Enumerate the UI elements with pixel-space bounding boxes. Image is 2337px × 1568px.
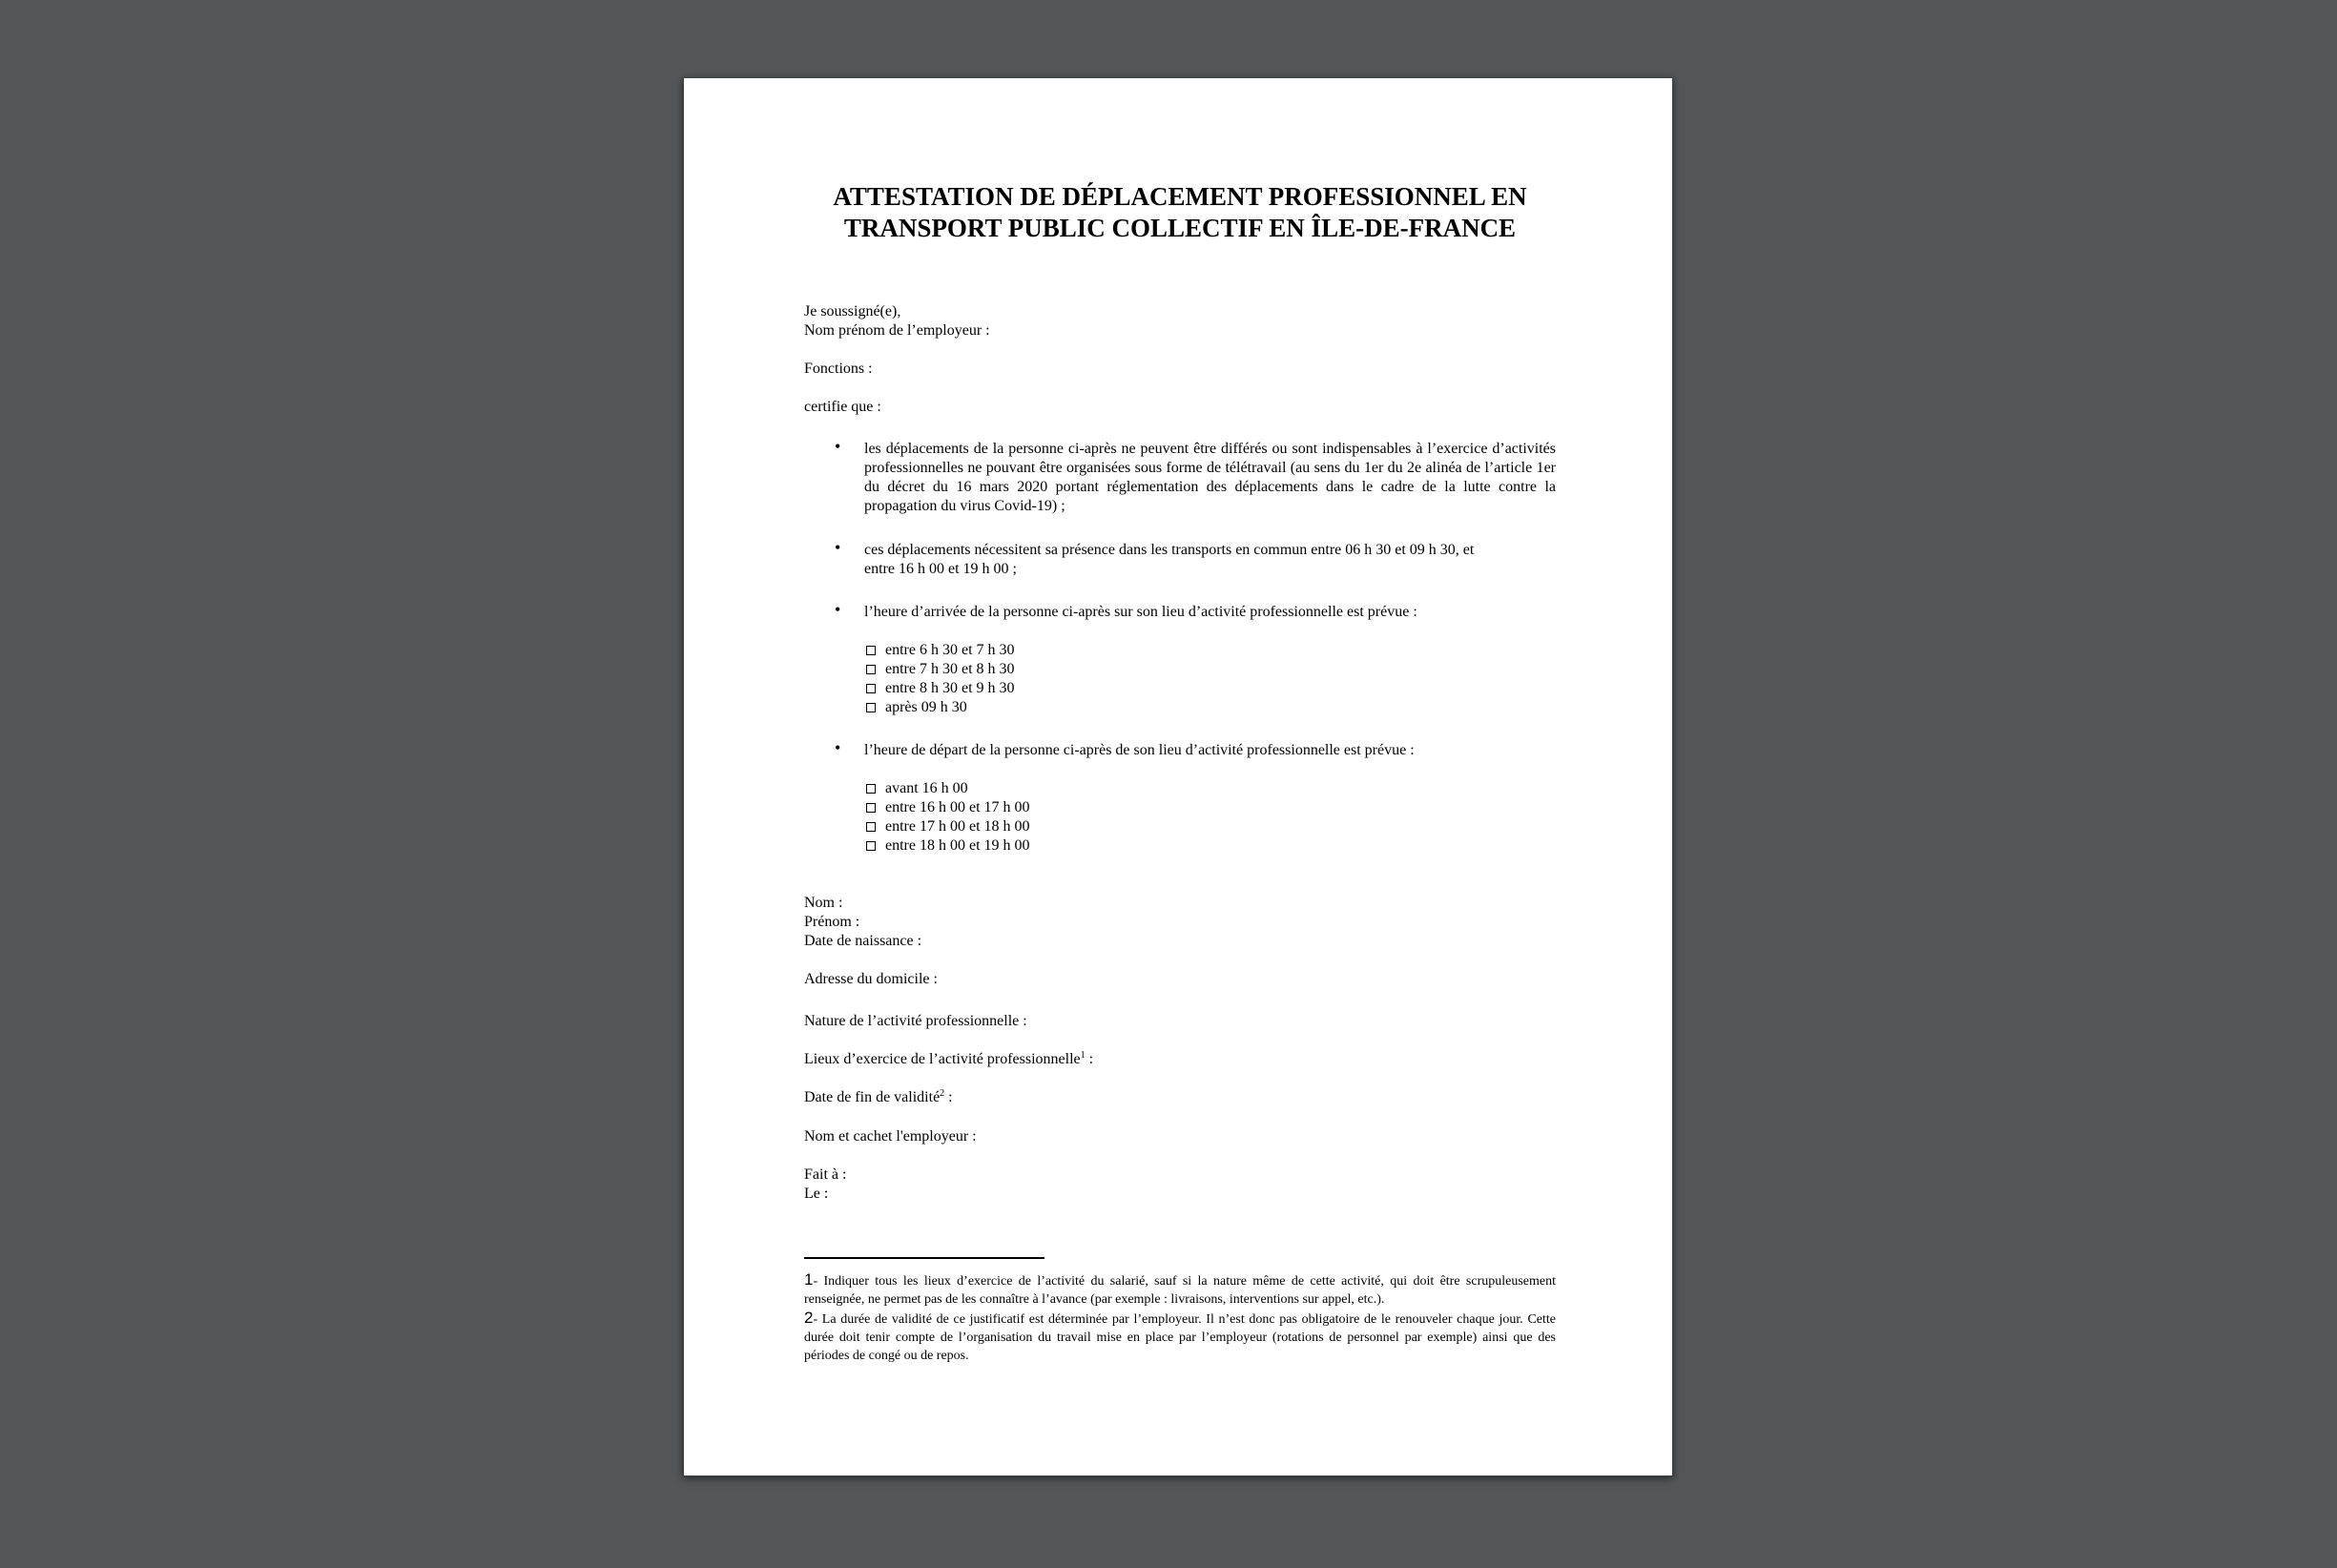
activity-field: Nature de l’activité professionnelle : [804, 1013, 1027, 1029]
made-at-field: Fait à : [804, 1166, 847, 1183]
bullet-icon: • [835, 738, 841, 757]
places-field: Lieux d’exercice de l’activité professionnelle$^1$ : [804, 1050, 1094, 1067]
validity-field: Date de fin de validité$^2$ : [804, 1088, 953, 1105]
title-line-1: ATTESTATION DE DÉPLACEMENT PROFESSIONNEL EN [833, 182, 1527, 211]
date-field: Le : [804, 1186, 829, 1202]
footnote-ref-2: 2 [940, 1088, 945, 1099]
arrival-option[interactable]: après 09 h 30 [864, 698, 1556, 717]
checkbox-icon[interactable] [866, 784, 876, 794]
bullet-item [804, 738, 1556, 760]
bullet-text: les déplacements de la personne ci-après ne peuvent être différés ou sont indispensables à l’exercice d’activités professionnelles ne pouvant être organisées sous forme de télétravail (au sens du 1er du 2e alinéa de l’article 1er du décret du 16 mars 2020 portant réglementation des déplacements dans le cadre de la lutte contre la propagation du virus Covid-19) ; [864, 441, 1556, 514]
arrival-option[interactable]: entre 6 h 30 et 7 h 30 [864, 641, 1556, 660]
bullet-icon: • [835, 437, 841, 456]
departure-options [804, 779, 1556, 856]
certifies-text: certifie que : [804, 399, 881, 415]
bullet-text-line: ces déplacements nécessitent sa présence dans les transports en commun entre 06 h 30 et 09 h 30, et [864, 542, 1475, 558]
nom-field: Nom : [804, 895, 843, 911]
employer-name-field: Nom prénom de l’employeur : [804, 322, 990, 339]
stamp-field: Nom et cachet l'employeur : [804, 1128, 977, 1145]
functions-field: Fonctions : [804, 361, 873, 377]
arrival-option[interactable]: entre 8 h 30 et 9 h 30 [864, 679, 1556, 698]
bullet-item [804, 600, 1556, 622]
footnote-ref-1: 1 [1080, 1050, 1086, 1061]
footnote-2: 2- La durée de validité de ce justificatif est déterminée par l’employeur. Il n’est donc pas obligatoire de le renouveler chaque jour. Cette durée doit tenir compte de l’organisation du travail mise en place par l’employeur (rotations de personnel par exemple) ainsi que des périodes de congé ou de repos. [804, 1309, 1556, 1363]
bullet-text: l’heure de départ de la personne ci-après de son lieu d’activité professionnelle est prévue : [864, 742, 1415, 758]
document-content [804, 181, 1556, 1365]
footnote-1: 1- Indiquer tous les lieux d’exercice de l’activité du salarié, sauf si la nature même de cette activité, qui doit être scrupuleusement renseignée, ne permet pas de les connaître à l’avance (par exemple : livraisons, interventions sur appel, etc.). [804, 1270, 1556, 1307]
intro-text: Je soussigné(e), [804, 303, 901, 320]
title-line-2: TRANSPORT PUBLIC COLLECTIF EN ÎLE-DE-FRANCE [843, 214, 1517, 242]
checkbox-icon[interactable] [866, 703, 876, 712]
bullet-icon: • [835, 600, 841, 619]
checkbox-icon[interactable] [866, 841, 876, 851]
departure-option[interactable]: entre 17 h 00 et 18 h 00 [864, 817, 1556, 836]
departure-option[interactable]: avant 16 h 00 [864, 779, 1556, 798]
bullet-text-line: entre 16 h 00 et 19 h 00 ; [864, 561, 1017, 577]
document-page [683, 77, 1673, 1476]
arrival-option[interactable]: entre 7 h 30 et 8 h 30 [864, 660, 1556, 679]
arrival-options [804, 641, 1556, 717]
bullet-text: l’heure d’arrivée de la personne ci-après sur son lieu d’activité professionnelle est prévue : [864, 604, 1417, 620]
checkbox-icon[interactable] [866, 822, 876, 832]
departure-option[interactable]: entre 18 h 00 et 19 h 00 [864, 836, 1556, 856]
bullet-item [804, 437, 1556, 516]
departure-option[interactable]: entre 16 h 00 et 17 h 00 [864, 798, 1556, 817]
address-field: Adresse du domicile : [804, 971, 938, 987]
birthdate-field: Date de naissance : [804, 933, 922, 949]
checkbox-icon[interactable] [866, 684, 876, 693]
document-title [804, 181, 1556, 244]
bullet-icon: • [835, 538, 841, 557]
prenom-field: Prénom : [804, 914, 860, 930]
checkbox-icon[interactable] [866, 665, 876, 674]
checkbox-icon[interactable] [866, 646, 876, 655]
bullet-item [804, 538, 1556, 579]
checkbox-icon[interactable] [866, 803, 876, 813]
